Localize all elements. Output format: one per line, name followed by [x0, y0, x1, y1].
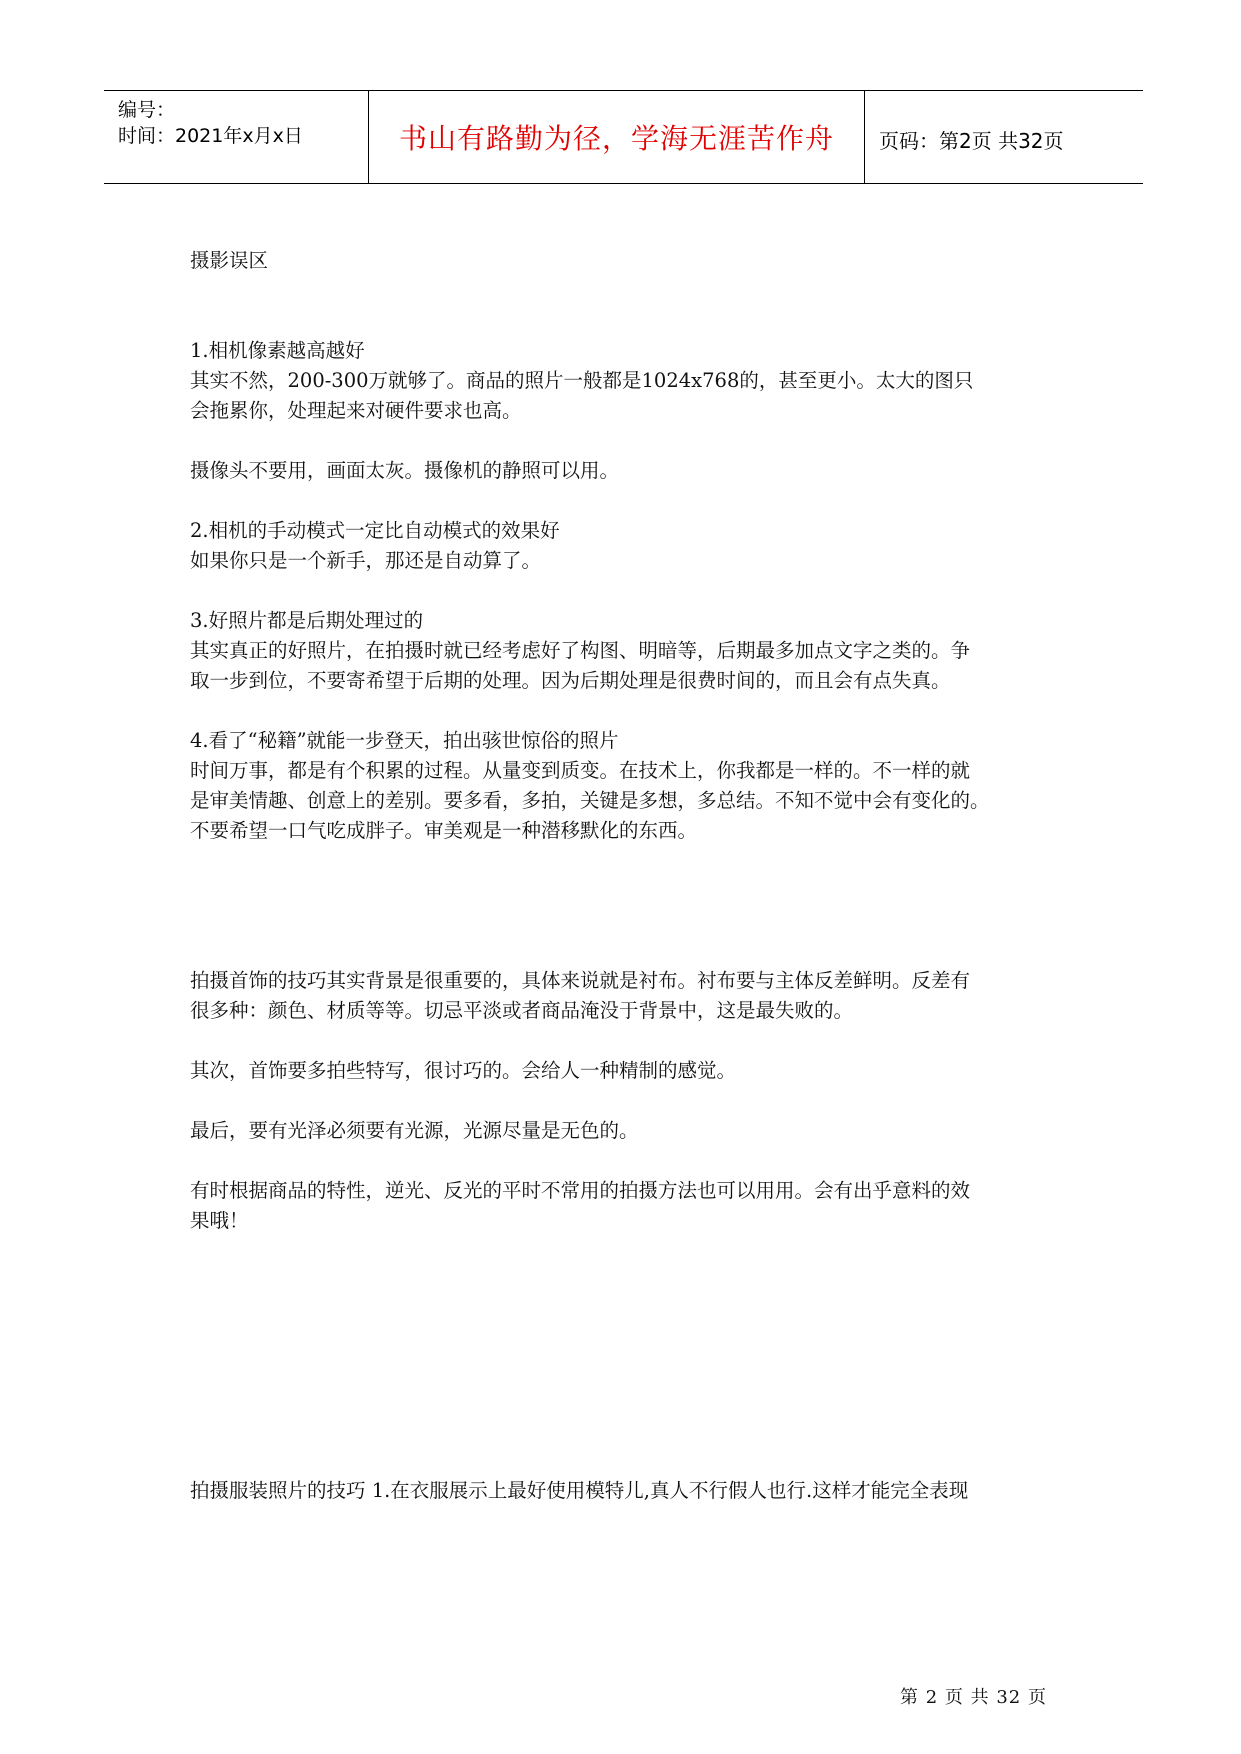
jewelry-text-line: 拍摄首饰的技巧其实背景是很重要的，具体来说就是衬布。衬布要与主体反差鲜明。反差有 [190, 969, 971, 992]
jewelry-paragraph-3: 最后，要有光泽必须要有光源，光源尽量是无色的。 [190, 1119, 639, 1142]
jewelry-text-line: 有时根据商品的特性，逆光、反光的平时不常用的拍摄方法也可以用用。会有出乎意料的效 [190, 1179, 971, 1202]
myth-3-heading: 3.好照片都是后期处理过的 [190, 609, 424, 632]
jewelry-text-line: 很多种：颜色、材质等等。切忌平淡或者商品淹没于背景中，这是最失败的。 [190, 999, 854, 1022]
header-page-cell [865, 91, 1143, 183]
header-meta-cell [104, 91, 369, 183]
header-page-code: 页码：第2页 共32页 [879, 129, 1064, 153]
motto-text: 书山有路勤为径，学海无涯苦作舟 [398, 122, 834, 155]
page-footer: 第 2 页 共 32 页 [900, 1687, 1047, 1708]
section-title: 摄影误区 [190, 249, 269, 272]
myth-1-text-line: 其实不然，200-300万就够了。商品的照片一般都是1024x768的，甚至更小。太大的图只 [190, 369, 974, 392]
myth-4-text-line: 不要希望一口气吃成胖子。审美观是一种潜移默化的东西。 [190, 819, 698, 842]
serial-label: 编号： [118, 99, 176, 121]
myth-1-heading: 1.相机像素越高越好 [190, 339, 365, 362]
myth-1-text-line: 会拖累你，处理起来对硬件要求也高。 [190, 399, 522, 422]
jewelry-text-line: 果哦！ [190, 1209, 249, 1232]
header-motto-cell [369, 91, 865, 183]
page-header [104, 90, 1143, 184]
myth-3-text-line: 取一步到位，不要寄希望于后期的处理。因为后期处理是很费时间的，而且会有点失真。 [190, 669, 951, 692]
myth-2-heading: 2.相机的手动模式一定比自动模式的效果好 [190, 519, 560, 542]
myth-4-text-line: 时间万事，都是有个积累的过程。从量变到质变。在技术上，你我都是一样的。不一样的就 [190, 759, 971, 782]
jewelry-paragraph-2: 其次，首饰要多拍些特写，很讨巧的。会给人一种精制的感觉。 [190, 1059, 737, 1082]
myth-2-text-line: 如果你只是一个新手，那还是自动算了。 [190, 549, 542, 572]
time-label: 时间：2021年x月x日 [118, 125, 303, 147]
myth-3-text-line: 其实真正的好照片，在拍摄时就已经考虑好了构图、明暗等，后期最多加点文字之类的。争 [190, 639, 971, 662]
myth-4-text-line: 是审美情趣、创意上的差别。要多看，多拍，关键是多想，多总结。不知不觉中会有变化的。 [190, 789, 990, 812]
clothing-text-line: 拍摄服装照片的技巧 1.在衣服展示上最好使用模特儿,真人不行假人也行.这样才能完全表现 [190, 1479, 969, 1502]
document-body [190, 246, 1060, 1506]
myth-1-note: 摄像头不要用，画面太灰。摄像机的静照可以用。 [190, 459, 620, 482]
myth-4-heading: 4.看了“秘籍”就能一步登天，拍出骇世惊俗的照片 [190, 729, 619, 752]
